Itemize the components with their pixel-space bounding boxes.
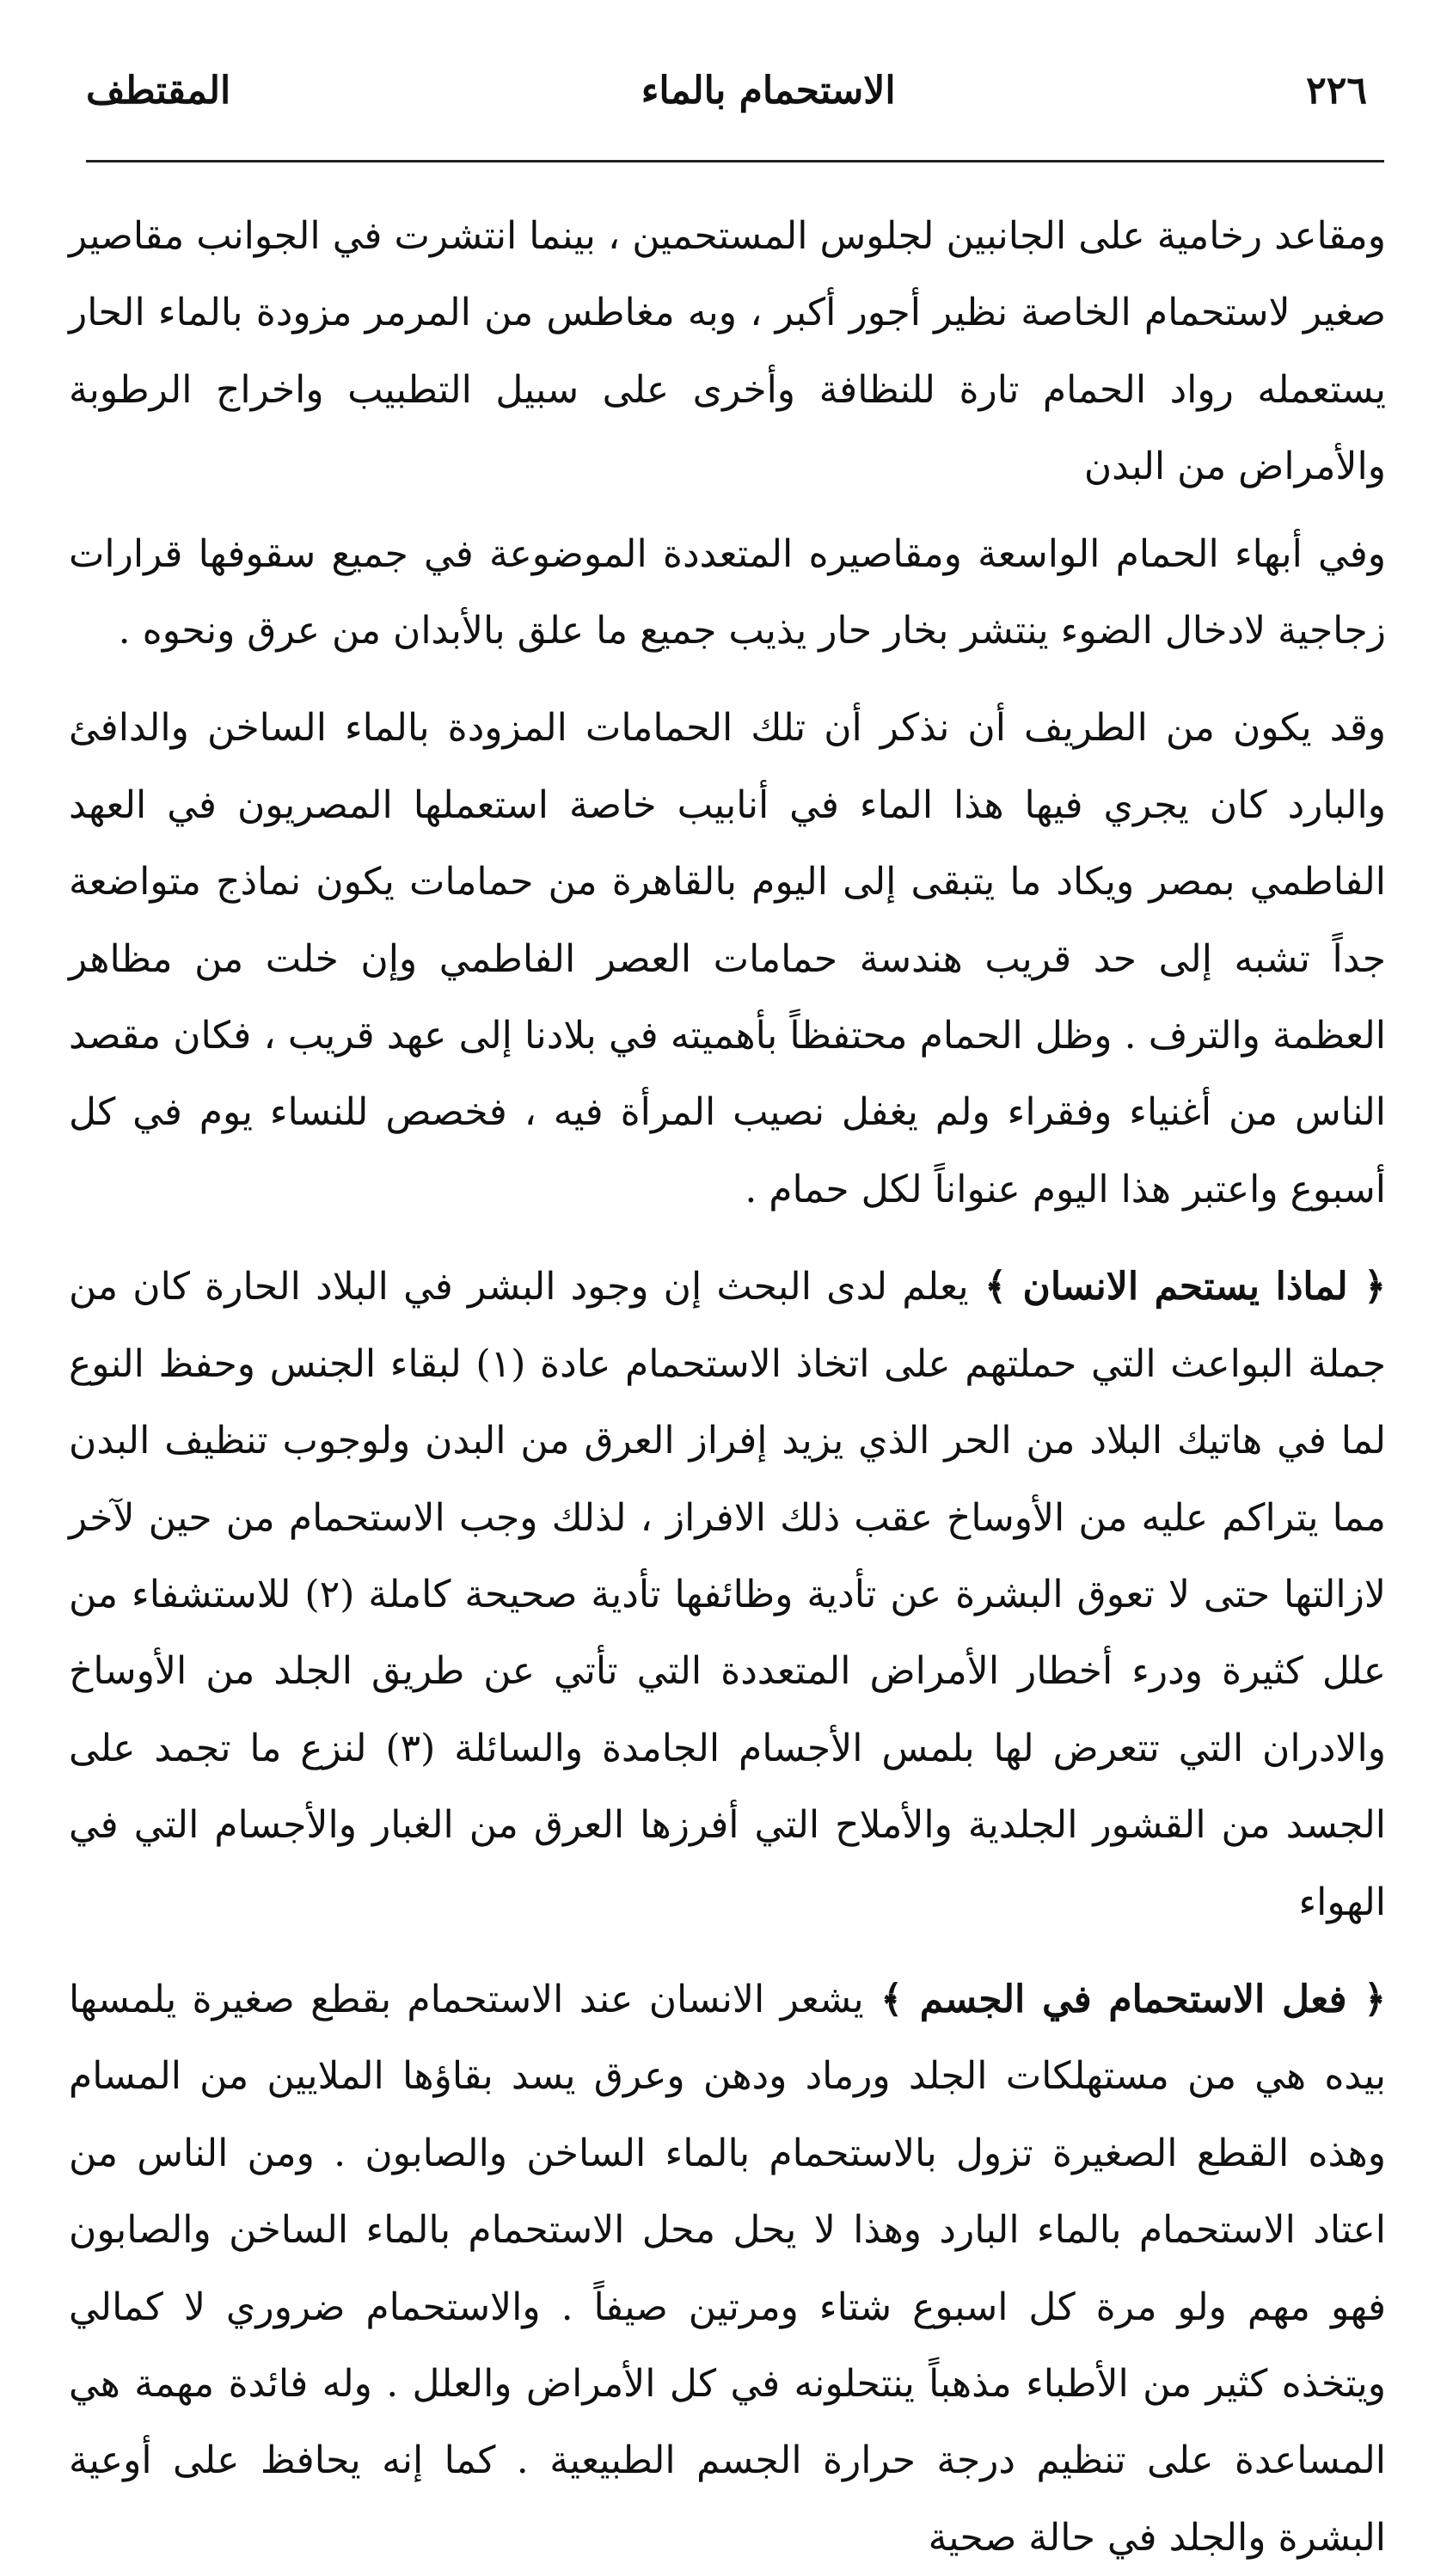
paragraph-fatimid-baths	[69, 690, 1386, 1228]
paragraph-halls-and-steam	[69, 516, 1386, 670]
article-body	[69, 198, 1386, 2576]
page-header	[86, 60, 1367, 120]
article-title: الاستحمام بالماء	[641, 68, 896, 113]
section-heading-effect-on-body: ﴿ فعل الاستحمام في الجسم ﴾	[863, 1977, 1386, 2021]
page-number: ٢٢٦	[1306, 68, 1367, 113]
paragraph-text: وقد يكون من الطريف أن نذكر أن تلك الحمامات المزودة بالماء الساخن والدافئ والبارد كان يجري فيها هذا الماء في أنابيب خاصة استعملها المصريون في العهد الفاطمي بمصر ويكاد ما يتبقى إلى اليوم بالقاهرة من حمامات يكون نماذج متواضعة جداً تشبه إلى حد قريب هندسة حمامات العصر الفاطمي وإن خلت من مظاهر العظمة والترف . وظل الحمام محتفظاً بأهميته في بلادنا إلى عهد قريب ، فكان مقصد الناس من أغنياء وفقراء ولم يغفل نصيب المرأة فيه ، فخصص للنساء يوم في كل أسبوع واعتبر هذا اليوم عنواناً لكل حمام .	[69, 706, 1387, 1211]
section-heading-why-bathe: ﴿ لماذا يستحم الانسان ﴾	[968, 1265, 1386, 1309]
journal-name: المقتطف	[86, 68, 231, 113]
paragraph-why-bathe	[69, 1248, 1386, 1941]
paragraph-text: وفي أبهاء الحمام الواسعة ومقاصيره المتعددة الموضوعة في جميع سقوفها قرارات زجاجية لادخال الضوء ينتشر بخار حار يذيب جميع ما علق بالأبدان من عرق ونحوه .	[69, 531, 1386, 653]
paragraph-text: يشعر الانسان عند الاستحمام بقطع صغيرة يلمسها بيده هي من مستهلكات الجلد ورماد ودهن وعرق يسد بقاؤها الملايين من المسام وهذه القطع الصغيرة تزول بالاستحمام بالماء الساخن والصابون . ومن الناس من اعتاد الاستحمام بالماء البارد وهذا لا يحل محل الاستحمام بالماء الساخن والصابون فهو مهم ولو مرة كل اسبوع شتاء ومرتين صيفاً . والاستحمام ضروري لا كمالي ويتخذه كثير من الأطباء مذهباً ينتحلونه في كل الأمراض والعلل . وله فائدة مهمة هي المساعدة على تنظيم درجة حرارة الجسم الطبيعية . كما إنه يحافظ على أوعية البشرة والجلد في حالة صحية	[69, 1977, 1386, 2560]
paragraph-text: يعلم لدى البحث إن وجود البشر في البلاد الحارة كان من جملة البواعث التي حملتهم على اتخاذ الاستحمام عادة (١) لبقاء الجنس وحفظ النوع لما في هاتيك البلاد من الحر الذي يزيد إفراز العرق من البدن ولوجوب تنظيف البدن مما يتراكم عليه من الأوساخ عقب ذلك الافراز ، لذلك وجب الاستحمام من حين لآخر لازالتها حتى لا تعوق البشرة عن تأدية وظائفها تأدية صحيحة كاملة (٢) للاستشفاء من علل كثيرة ودرء أخطار الأمراض المتعددة التي تأتي عن طريق الجلد من الأوساخ والادران التي تتعرض لها بلمس الأجسام الجامدة والسائلة (٣) لنزع ما تجمد على الجسد من القشور الجلدية والأملاح التي أفرزها العرق من الغبار والأجسام التي في الهواء	[69, 1265, 1386, 1924]
header-divider	[86, 160, 1384, 163]
paragraph-effect-on-body	[69, 1961, 1386, 2576]
paragraph-text: ومقاعد رخامية على الجانبين لجلوس المستحمين ، بينما انتشرت في الجوانب مقاصير صغير لاستحمام الخاصة نظير أجور أكبر ، وبه مغاطس من المرمر مزودة بالماء الحار يستعمله رواد الحمام تارة للنظافة وأخرى على سبيل التطبيب واخراج الرطوبة والأمراض من البدن	[69, 214, 1386, 489]
paragraph-bath-description	[69, 198, 1386, 506]
